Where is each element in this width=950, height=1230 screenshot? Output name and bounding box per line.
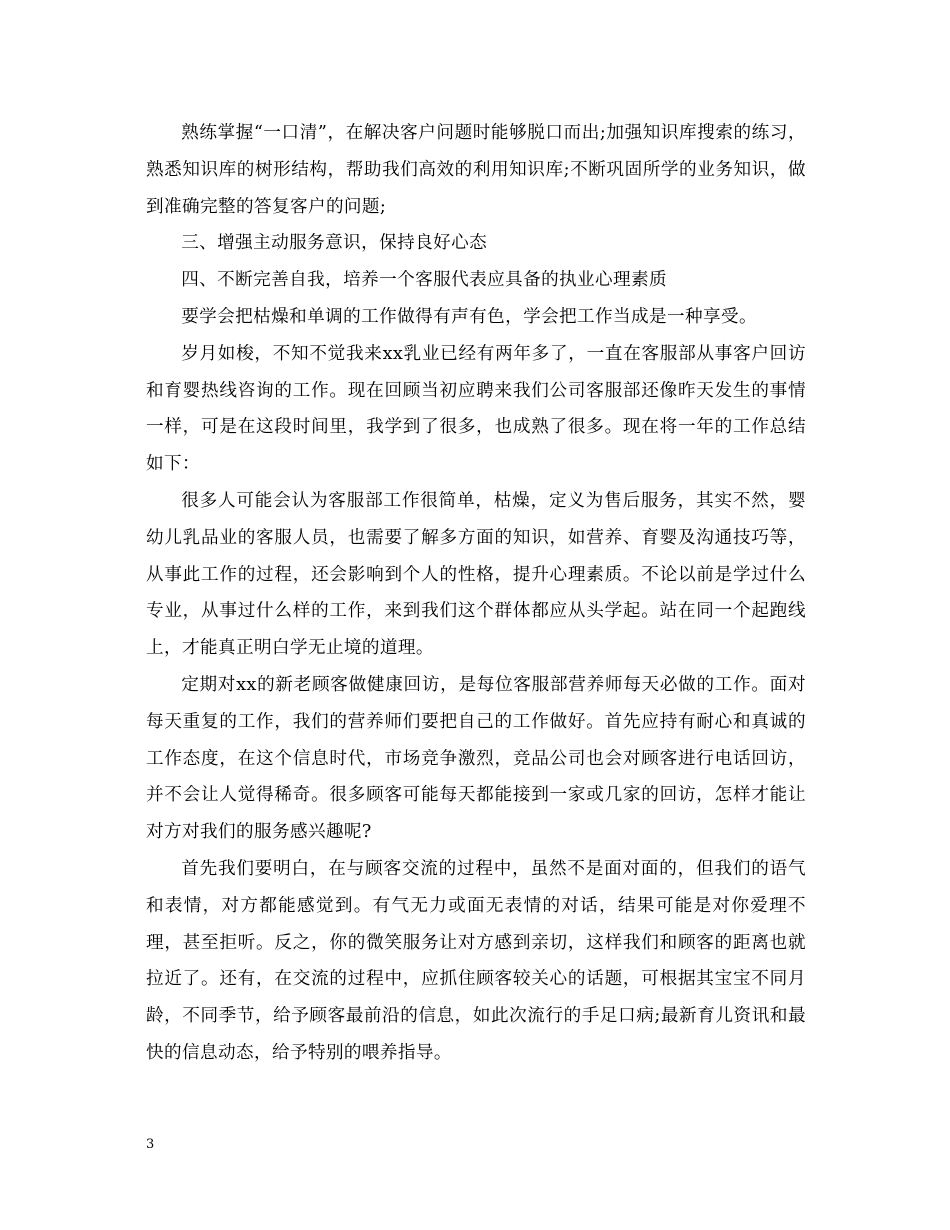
paragraph-customer-service-knowledge: 很多人可能会认为客服部工作很简单，枯燥，定义为售后服务，其实不然，婴幼儿乳品业的客服人员，也需要了解多方面的知识，如营养、育婴及沟通技巧等，从事此工作的过程，还会影响到个人的性格，提升心理素质。不论以前是学过什么专业，从事过什么样的工作，来到我们这个群体都应从头学起。站在同一个起跑线上，才能真正明白学无止境的道理。 <box>146 490 806 659</box>
paragraph-communication: 首先我们要明白，在与顾客交流的过程中，虽然不是面对面的，但我们的语气和表情，对方都能感觉到。有气无力或面无表情的对话，结果可能是对你爱理不理，甚至拒听。反之，你的微笑服务让对方感到亲切，这样我们和顾客的距离也就拉近了。还有，在交流的过程中，应抓住顾客较关心的话题，可根据其宝宝不同月龄，不同季节，给予顾客最前沿的信息，如此次流行的手足口病;最新育儿资讯和最快的信息动态，给予特别的喂养指导。 <box>146 858 806 1063</box>
page-number: 3 <box>146 1137 155 1152</box>
heading-proactive-service: 三、增强主动服务意识，保持良好心态 <box>181 233 488 254</box>
paragraph-enjoy-work: 要学会把枯燥和单调的工作做得有声有色，学会把工作当成是一种享受。 <box>181 306 757 327</box>
paragraph-two-years: 岁月如梭，不知不觉我来xx乳业已经有两年多了，一直在客服部从事客户回访和育婴热线咨询的工作。现在回顾当初应聘来我们公司客服部还像昨天发生的事情一样，可是在这段时间里，我学到了很多，也成熟了很多。现在将一年的工作总结如下： <box>146 343 806 475</box>
paragraph-knowledge-base: 熟练掌握“一口清”，在解决客户问题时能够脱口而出;加强知识库搜索的练习，熟悉知识库的树形结构，帮助我们高效的利用知识库;不断巩固所学的业务知识，做到准确完整的答复客户的问题; <box>146 123 806 217</box>
paragraph-health-followup: 定期对xx的新老顾客做健康回访，是每位客服部营养师每天必做的工作。面对每天重复的工作，我们的营养师们要把自己的工作做好。首先应持有耐心和真诚的工作态度，在这个信息时代，市场竞争激烈，竞品公司也会对顾客进行电话回访，并不会让人觉得稀奇。很多顾客可能每天都能接到一家或几家的回访，怎样才能让对方对我们的服务感兴趣呢? <box>146 674 806 843</box>
heading-self-improvement: 四、不断完善自我，培养一个客服代表应具备的执业心理素质 <box>181 270 668 291</box>
page-content <box>146 115 806 1072</box>
